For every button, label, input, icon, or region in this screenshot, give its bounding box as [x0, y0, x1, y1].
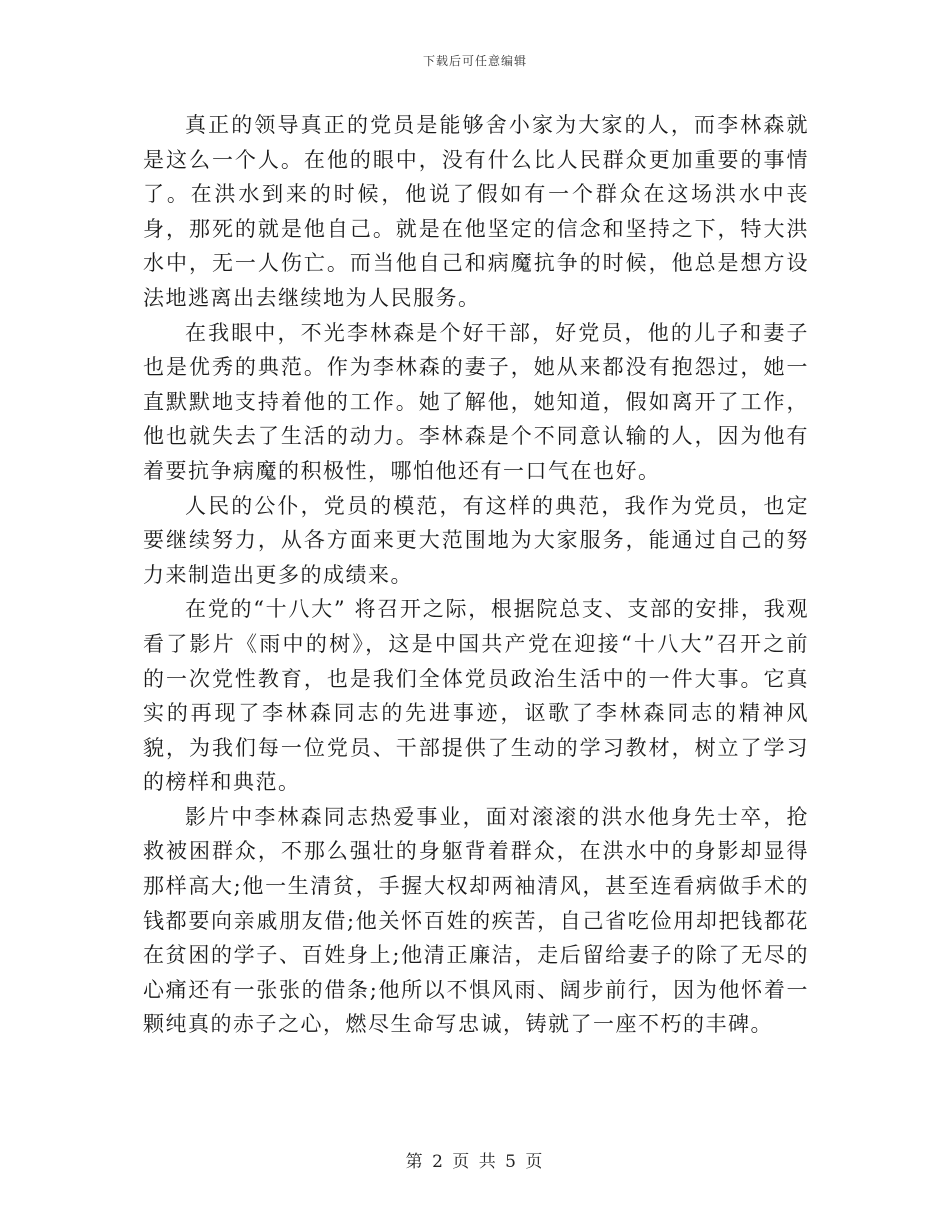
paragraph-1: 真正的领导真正的党员是能够舍小家为大家的人，而李林森就是这么一个人。在他的眼中，没有什么比人民群众更加重要的事情了。在洪水到来的时候，他说了假如有一个群众在这场洪水中丧身，那死的就是他自己。就是在他坚定的信念和坚持之下，特大洪水中，无一人伤亡。而当他自己和病魔抗争的时候，他总是想方设法地逃离出去继续地为人民服务。 [143, 113, 809, 310]
paragraph-4: 在党的“十八大” 将召开之际，根据院总支、支部的安排，我观看了影片《雨中的树》，这是中国共产党在迎接“十八大”召开之前的一次党性教育，也是我们全体党员政治生活中的一件大事。它真实的再现了李林森同志的先进事迹，讴歌了李林森同志的精神风貌，为我们每一位党员、干部提供了生动的学习教材，树立了学习的榜样和典范。 [143, 597, 809, 795]
paragraph-5: 影片中李林森同志热爱事业，面对滚滚的洪水他身先士卒，抢救被困群众，不那么强壮的身躯背着群众，在洪水中的身影却显得那样高大;他一生清贫，手握大权却两袖清风，甚至连看病做手术的钱都要向亲戚朋友借;他关怀百姓的疾苦，自己省吃俭用却把钱都花在贫困的学子、百姓身上;他清正廉洁，走后留给妻子的除了无尽的心痛还有一张张的借条;他所以不惧风雨、阔步前行，因为他怀着一颗纯真的赤子之心，燃尽生命写忠诚，铸就了一座不朽的丰碑。 [143, 804, 809, 1037]
page-number: 第 2 页 共 5 页 [405, 1152, 545, 1172]
document-body [143, 108, 809, 1042]
paragraph-3: 人民的公仆，党员的模范，有这样的典范，我作为党员，也定要继续努力，从各方面来更大范围地为大家服务，能通过自己的努力来制造出更多的成绩来。 [143, 493, 809, 587]
page-header: 下载后可任意编辑 [422, 54, 527, 68]
paragraph-2: 在我眼中，不光李林森是个好干部，好党员，他的儿子和妻子也是优秀的典范。作为李林森的妻子，她从来都没有抱怨过，她一直默默地支持着他的工作。她了解他，她知道，假如离开了工作，他也就失去了生活的动力。李林森是个不同意认输的人，因为他有着要抗争病魔的积极性，哪怕他还有一口气在也好。 [143, 320, 809, 483]
